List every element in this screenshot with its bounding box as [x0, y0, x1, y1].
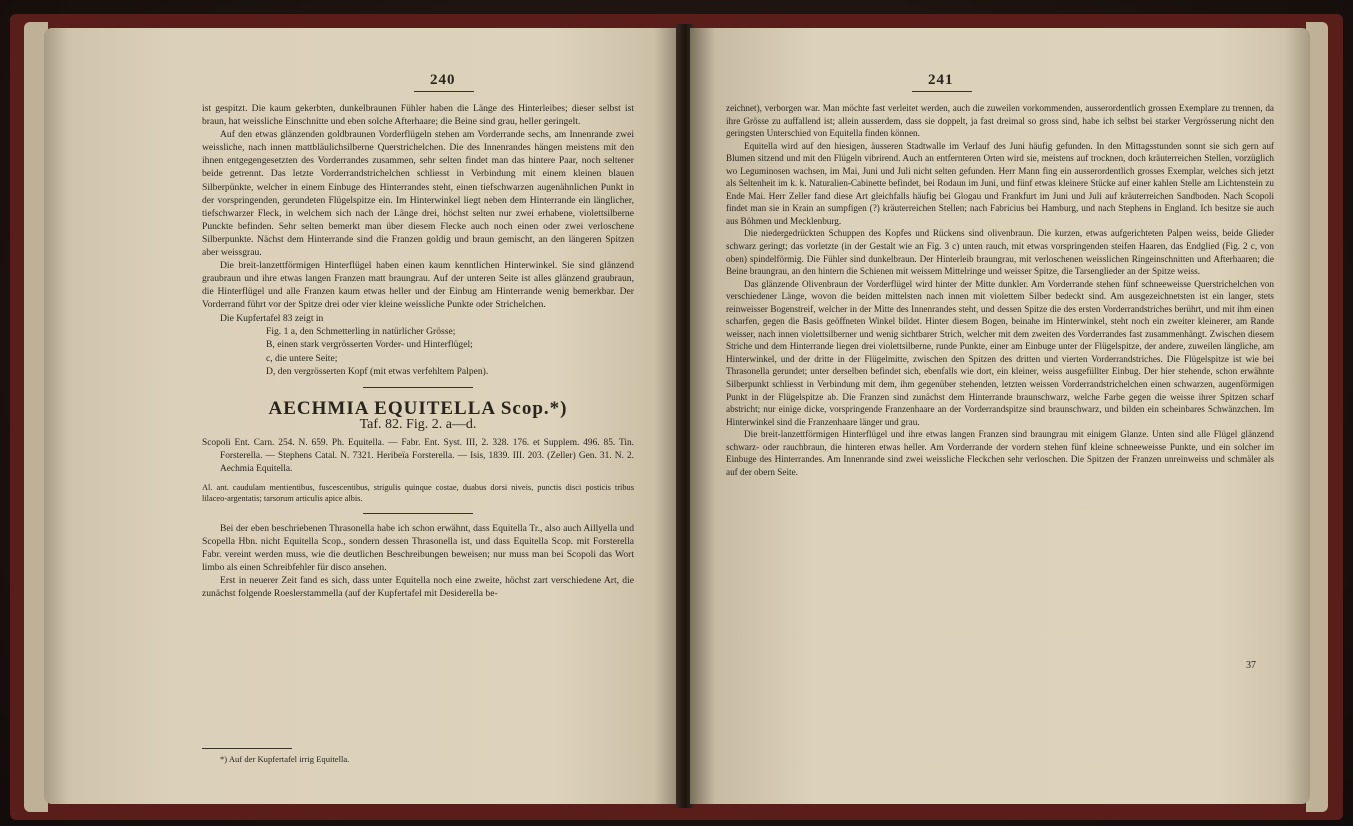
- plate-item: Fig. 1 a, den Schmetterling in natürlicher Grösse;: [266, 325, 456, 337]
- paragraph: Die niedergedrückten Schuppen des Kopfes und Rückens sind olivenbraun. Die kurzen, etwas aufgerichteten Palpen weiss, beide Glieder schwarz geringt; das vorletzte (in der Gestalt wie an Fig. 3 c) unten rauch, mit etwas vorspringenden steifen Haaren, das Endglied (Fig. 2 c, von oben) spindelförmig. Die Fühler sind dunkelbraun. Der Hinterleib braungrau, mit verloschenen weisslichen Ringeinschnitten und Afterhaaren; die Beine braungrau, an den hintern die Schienen mit weissem Mittelringe und weisser Spitze, die Tarsenglieder an der Spitze weiss.: [726, 228, 1274, 277]
- footnote: *) Auf der Kupfertafel irrig Equitella.: [220, 754, 350, 764]
- paragraph: Das glänzende Olivenbraun der Vorderflügel wird hinter der Mitte dunkler. Am Vorderrande stehen fünf schneeweisse Querstrichelchen von verschiedener Länge, wovon die beiden mittelsten nach innen mit violettem Silber bedeckt sind. Am ausgezeichnetsten ist ein langer, stets reinweisser Bogenstreif, welcher in der Mitte des Innenrandes steht, und dessen Spitze die des ersten Vorderrandstriches berührt, und mit ihm einen scharfen, gegen die Basis geöffneten Winkel bildet. Hinter diesem Bogen, beinahe im Hinterwinkel, steht noch ein zweiter kleinerer, am Rande weisser, nach innen violettsilberner und wenig sichtbarer Strich, welcher mit dem zweiten des Vorderrandes fast zusammenhängt. Zwischen diesem Striche und dem Hinterrande liegen drei violettsilberne, runde Punkte, einer am Einbuge unter der Flügelspitze, der andere, zuweilen längliche, am Hinterwinkel, und der dritte in der Flügelmitte, zwischen den Spitzen des dritten und vierten Vorderrandstriches. Die Flügelspitze ist wie bei Thrasonella gerundet; unter derselben befindet sich, ebenfalls wie dort, ein kleiner, weiss ausgefüllter Einbug. Der hier stehende, schon erwähnte Silberpunkt schliesst in Verbindung mit dem, ihm gegenüber stehenden, letzten weissen Vorderrandstrichelchen einen schwarzen, augenförmigen Punkt in der Flügelspitze ab. Die Franzen sind zunächst dem Hinterrande braunschwarz, welche Farbe gegen die weisse ihrer Spitzen scharf abstricht; nur einige dicke, vorspringende Franzenhaare an der Vorderrandspitze sind braunschwarz, und bilden ein scheinbares Schwänzchen. Im Hinterwinkel sind die Franzenhaare länger und grau.: [726, 278, 1274, 427]
- paragraph: Auf den etwas glänzenden goldbraunen Vorderflügeln stehen am Vorderrande sechs, am Innenrande zwei weissliche, nach innen mattbläulichsilberne Querstrichelchen. Die des Innenrandes hängen meistens mit den ihnen entgegengesetzten des Vorderrandes zusammen, sehr selten findet man das hintere Paar, noch seltener beide getrennt. Das letzte Vorderrandstrichelchen schliesst in Verbindung mit einem kleinen blauen Silberpünkte, welcher in einem Einbuge des Hinterrandes steht, einen tiefschwarzen augenähnlichen Punkt in der vorspringenden, gerundeten Flügelspitze ein. Im Hinterwinkel liegt neben dem Hinterrande ein länglicher, tiefschwarzer Fleck, in welchem sich nach der Länge drei, höchst selten nur zwei erhabene, violettsilberne Punckte befinden. Sehr selten bemerkt man über diesem Flecke auch noch einen oder zwei verloschene Silberpunkte. Nächst dem Hinterrande sind die Franzen goldig und braun gemischt, an den längeren Spitzen aber weissgrau.: [202, 129, 634, 259]
- paragraph: Erst in neuerer Zeit fand es sich, dass unter Equitella noch eine zweite, höchst zart verschiedene Art, die zunächst folgende Roeslerstammella (auf der Kupfertafel mit Desiderella be-: [202, 575, 634, 600]
- paragraph: ist gespitzt. Die kaum gekerbten, dunkelbraunen Fühler haben die Länge des Hinterleibes; dieser selbst ist braun, hat weissliche Einschnitte und eben solche Afterhaare; die Beine sind grau, heller geringelt.: [202, 103, 634, 128]
- paragraph: zeichnet), verborgen war. Man möchte fast verleitet werden, auch die zuweilen vorkommenden, ausserordentlich grossen Exemplare zu trennen, da ihre Grösse zu auffallend ist; allein ausserdem, dass sie doppelt, ja fast dreimal so gross sind, habe ich selbst bei starker Vergrösserung nicht den geringsten Unterschied von Equitella finden können.: [726, 103, 1274, 139]
- left-body: [202, 102, 634, 600]
- synonymy: Scopoli Ent. Carn. 254. N. 659. Ph. Equitella. — Fabr. Ent. Syst. III, 2. 328. 176. et Supplem. 496. 85. Tin. Forsterella. — Stephens Catal. N. 7321. Heribeïa Forsterella. — Isis, 1839. III. 203. (Zeller) Gen. 31. N. 2. Aechmia Equitella.: [202, 437, 634, 474]
- left-page: [44, 28, 680, 804]
- paragraph: Die Kupfertafel 83 zeigt in: [220, 312, 324, 324]
- paragraph: Equitella wird auf den hiesigen, äusseren Stadtwalle im Verlauf des Juni häufig gefunden. In den Mittagsstunden sonnt sie sich gern auf Blumen sitzend und mit den Flügeln vibrirend. Auch an entfernteren Orten wird sie, meistens auf trocknen, doch kräuterreichen Stellen, vorzüglich wo Leguminosen wachsen, im Mai, Juni und Juli nicht selten gefunden. Herr Mann fing ein ausserordentlich grosses Exemplar, welches sich jetzt als Seltenheit im k. k. Naturalien-Cabinette befindet, bei Rodaun im Juni, und fünf etwas kleinere Stücke auf einer kahlen Stelle am Lichtenstein zu Ende Mai. Herr Zeller fand diese Art gleichfalls häufig bei Glogau und Frankfurt im Juni und Juli auf kräuterreichen Sandboden. Nach Scopoli findet man sie in Krain an sumpfigen (?) kräuterreichen Stellen; nach Fabricius bei Hamburg, und nach Stephens in England. Ich besitze sie auch aus Böhmen und Mecklenburg.: [726, 140, 1274, 226]
- plate-item: D, den vergrösserten Kopf (mit etwas verfehltem Palpen).: [266, 366, 489, 378]
- section-divider: [363, 387, 473, 388]
- paragraph: Die breit-lanzettförmigen Hinterflügel und ihre etwas langen Franzen sind braungrau mit einigem Glanze. Unten sind alle Flügel glänzend schwarz- oder rauchbraun, die hinteren etwas heller. Am Vorderrande der vordern stehen fünf kleine schneeweisse Punkte, und ein solcher im Einbuge des Hinterrandes. Am Innenrande sind zwei weissliche Fleckchen sehr verloschen. Die Spitzen der Franzen unreinweiss und schmäler als auf der obern Seite.: [726, 429, 1274, 477]
- right-page: [690, 28, 1310, 804]
- species-title: AECHMIA EQUITELLA Scop.*): [268, 397, 568, 419]
- plate-item: B, einen stark vergrösserten Vorder- und Hinterflügel;: [266, 339, 473, 351]
- paragraph: Bei der eben beschriebenen Thrasonella habe ich schon erwähnt, dass Equitella Tr., also auch Aillyella und Scopella Hbn. nicht Equitella Scop., sondern dessen Thrasonella ist, und dass Equitella Scop. mit Forsterella Fabr. vereint werden muss, wie die deutlichen Beschreibungen beweisen; nur muss man bei Scopoli das Wort limbo als einen Schreibfehler für disco ansehen.: [202, 522, 634, 574]
- latin-diagnosis: Al. ant. caudulam mentientibus, fuscescentibus, strigulis quinque costae, duabus dorsi niveis, punctis disci posticis tribus lilaceo-argentatis; tarsorum articulis apice albis.: [202, 482, 634, 504]
- page-number: 240: [430, 72, 456, 88]
- plate-reference: Taf. 82. Fig. 2. a—d.: [359, 416, 477, 432]
- section-divider: [363, 513, 473, 514]
- page-number: 241: [928, 72, 954, 88]
- right-body: [726, 102, 1274, 478]
- page-number-rule: [414, 91, 474, 92]
- species-header: [202, 397, 634, 432]
- plate-item: c, die untere Seite;: [266, 352, 338, 364]
- paragraph: Die breit-lanzettförmigen Hinterflügel haben einen kaum kenntlichen Hinterwinkel. Sie sind glänzend graubraun und ihre etwas langen Franzen matt braungrau. Auf der unteren Seite ist alles glänzend graubraun, die Hinterflügel und alle Franzen kaum etwas heller und der Einbug am Hinterrande wenig bemerkbar. Der Vorderrand führt vor der Spitze drei oder vier kleine weissliche Punkte oder Strichelchen.: [202, 260, 634, 311]
- footnote-rule: [202, 748, 292, 749]
- plate-list: [266, 325, 634, 379]
- signature-mark: 37: [1246, 660, 1256, 671]
- page-number-rule: [912, 91, 972, 92]
